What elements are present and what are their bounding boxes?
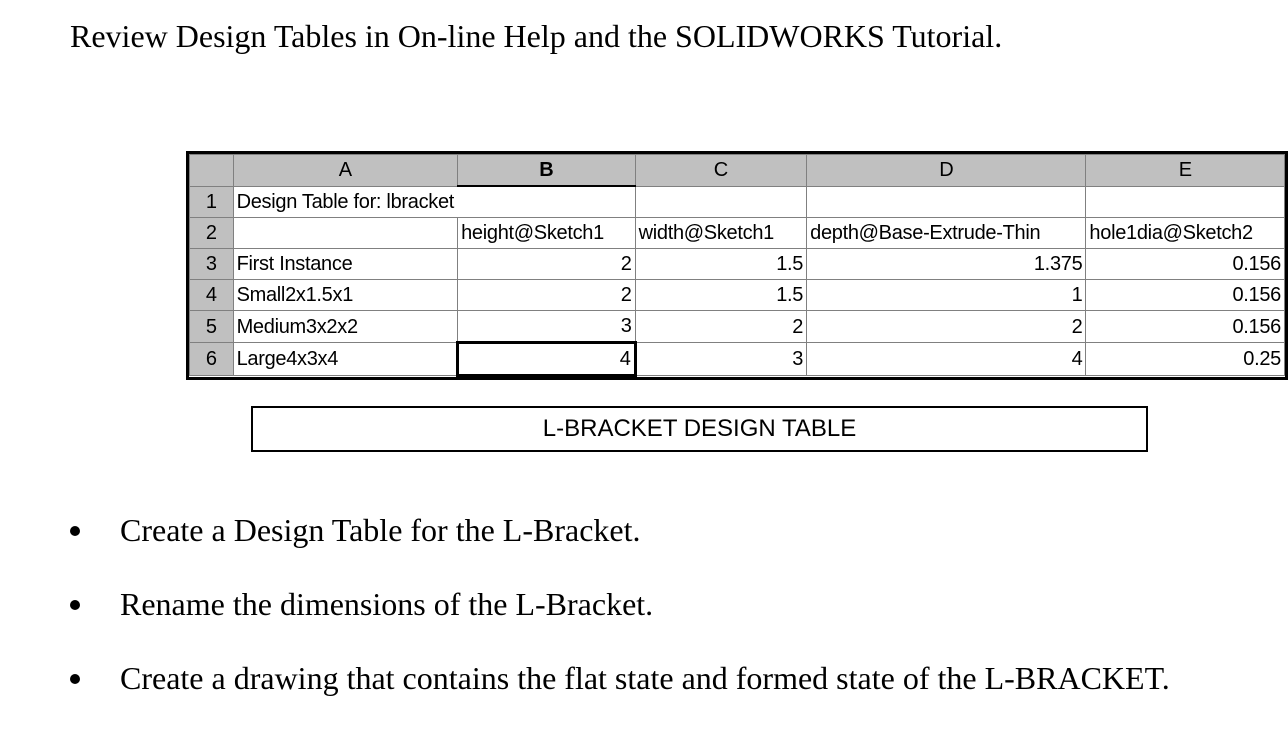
cell-e4[interactable]: 0.156 [1086,280,1285,311]
cell-a2[interactable] [233,218,458,249]
select-all-corner[interactable] [190,155,234,187]
row-header[interactable]: 3 [190,249,234,280]
list-item-text: Rename the dimensions of the L-Bracket. [120,586,654,622]
table-caption: L-BRACKET DESIGN TABLE [251,406,1148,452]
cell-b5[interactable]: 3 [458,311,636,343]
cell-e6[interactable]: 0.25 [1086,343,1285,376]
design-table-grid [189,154,1285,377]
table-row [190,343,1285,376]
cell-c6[interactable]: 3 [635,343,807,376]
cell-a6[interactable]: Large4x3x4 [233,343,458,376]
table-row [190,249,1285,280]
cell-e5[interactable]: 0.156 [1086,311,1285,343]
cell-c3[interactable]: 1.5 [635,249,807,280]
cell-d1[interactable] [807,186,1086,218]
cell-a5[interactable]: Medium3x2x2 [233,311,458,343]
cell-e3[interactable]: 0.156 [1086,249,1285,280]
column-header-row [190,155,1285,187]
cell-b4[interactable]: 2 [458,280,636,311]
page-heading: Review Design Tables in On-line Help and the SOLIDWORKS Tutorial. [70,18,1003,54]
cell-a4[interactable]: Small2x1.5x1 [233,280,458,311]
task-list [68,512,1170,734]
row-header[interactable]: 4 [190,280,234,311]
row-header[interactable]: 6 [190,343,234,376]
cell-c4[interactable]: 1.5 [635,280,807,311]
cell-c5[interactable]: 2 [635,311,807,343]
table-row [190,218,1285,249]
table-row [190,280,1285,311]
table-row [190,311,1285,343]
cell-b2[interactable]: height@Sketch1 [458,218,636,249]
cell-e2[interactable]: hole1dia@Sketch2 [1086,218,1285,249]
cell-d5[interactable]: 2 [807,311,1086,343]
bullet-icon [70,526,80,536]
list-item-text: Create a Design Table for the L-Bracket. [120,512,641,548]
cell-b1[interactable] [458,186,636,218]
row-header[interactable]: 5 [190,311,234,343]
cell-d4[interactable]: 1 [807,280,1086,311]
cell-b6-selected[interactable]: 4 [458,343,636,376]
list-item-text: Create a drawing that contains the flat state and formed state of the L-BRACKET. [120,660,1170,696]
design-table-spreadsheet [186,151,1288,380]
cell-a1[interactable]: Design Table for: lbracket [233,186,458,218]
list-item [68,512,1170,548]
column-header-d[interactable]: D [807,155,1086,187]
cell-d2[interactable]: depth@Base-Extrude-Thin [807,218,1086,249]
cell-c2[interactable]: width@Sketch1 [635,218,807,249]
bullet-icon [70,674,80,684]
list-item [68,660,1170,696]
cell-d6[interactable]: 4 [807,343,1086,376]
column-header-b[interactable]: B [458,155,636,187]
cell-c1[interactable] [635,186,807,218]
cell-a3[interactable]: First Instance [233,249,458,280]
row-header[interactable]: 2 [190,218,234,249]
column-header-e[interactable]: E [1086,155,1285,187]
cell-d3[interactable]: 1.375 [807,249,1086,280]
table-row [190,186,1285,218]
column-header-a[interactable]: A [233,155,458,187]
column-header-c[interactable]: C [635,155,807,187]
list-item [68,586,1170,622]
row-header[interactable]: 1 [190,186,234,218]
cell-e1[interactable] [1086,186,1285,218]
cell-b3[interactable]: 2 [458,249,636,280]
bullet-icon [70,600,80,610]
